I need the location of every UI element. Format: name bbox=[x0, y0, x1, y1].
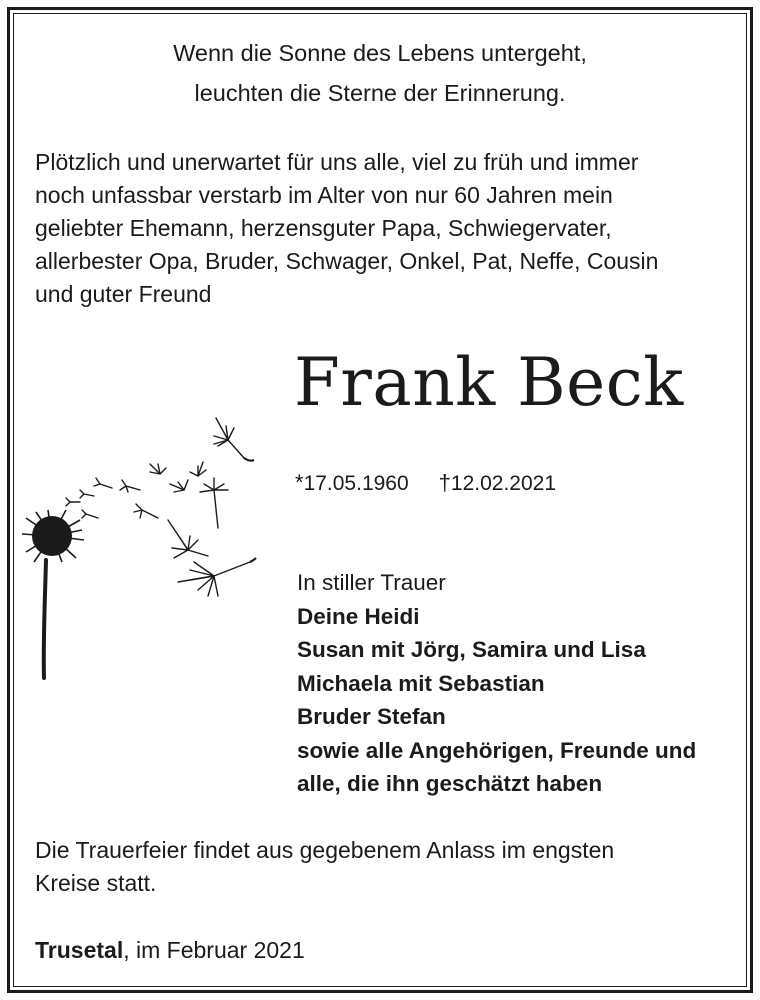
dandelion-icon bbox=[18, 410, 258, 690]
place-separator: , bbox=[123, 937, 130, 963]
deceased-name: Frank Beck bbox=[294, 344, 684, 421]
funeral-line: Kreise statt. bbox=[35, 870, 157, 896]
funeral-note bbox=[35, 834, 614, 900]
intro-line: Plötzlich und unerwartet für uns alle, viel zu früh und immer bbox=[35, 149, 639, 175]
mourner-name: alle, die ihn geschätzt haben bbox=[297, 771, 603, 796]
death-date: 12.02.2021 bbox=[450, 472, 557, 495]
funeral-line: Die Trauerfeier findet aus gegebenem Anlass im engsten bbox=[35, 837, 615, 863]
place: Trusetal bbox=[35, 937, 124, 963]
intro-line: allerbester Opa, Bruder, Schwager, Onkel, Pat, Neffe, Cousin bbox=[35, 248, 659, 274]
mourner-name: Michaela mit Sebastian bbox=[297, 670, 545, 696]
death-symbol: † bbox=[438, 470, 451, 495]
mourner-name: Susan mit Jörg, Samira und Lisa bbox=[297, 637, 646, 662]
motto-line: Wenn die Sonne des Lebens untergeht, bbox=[173, 40, 587, 66]
life-dates bbox=[295, 466, 556, 501]
mourner-name: Bruder Stefan bbox=[297, 704, 446, 729]
intro-line: geliebter Ehemann, herzensguter Papa, Schwiegervater, bbox=[35, 215, 612, 241]
mourning-intro: In stiller Trauer bbox=[297, 570, 446, 595]
motto-line: leuchten die Sterne der Erinnerung. bbox=[194, 80, 566, 106]
birth-date: 17.05.1960 bbox=[303, 472, 409, 495]
date-line: im Februar 2021 bbox=[129, 937, 305, 963]
place-date bbox=[35, 933, 305, 967]
birth-symbol: * bbox=[295, 470, 304, 495]
mourner-name: Deine Heidi bbox=[297, 603, 420, 629]
death-announcement-text bbox=[35, 146, 658, 311]
intro-line: noch unfassbar verstarb im Alter von nur 60 Jahren mein bbox=[35, 182, 613, 208]
intro-line: und guter Freund bbox=[35, 281, 212, 307]
motto bbox=[0, 33, 760, 113]
mourners-list bbox=[297, 566, 696, 801]
mourner-name: sowie alle Angehörigen, Freunde und bbox=[297, 737, 697, 763]
